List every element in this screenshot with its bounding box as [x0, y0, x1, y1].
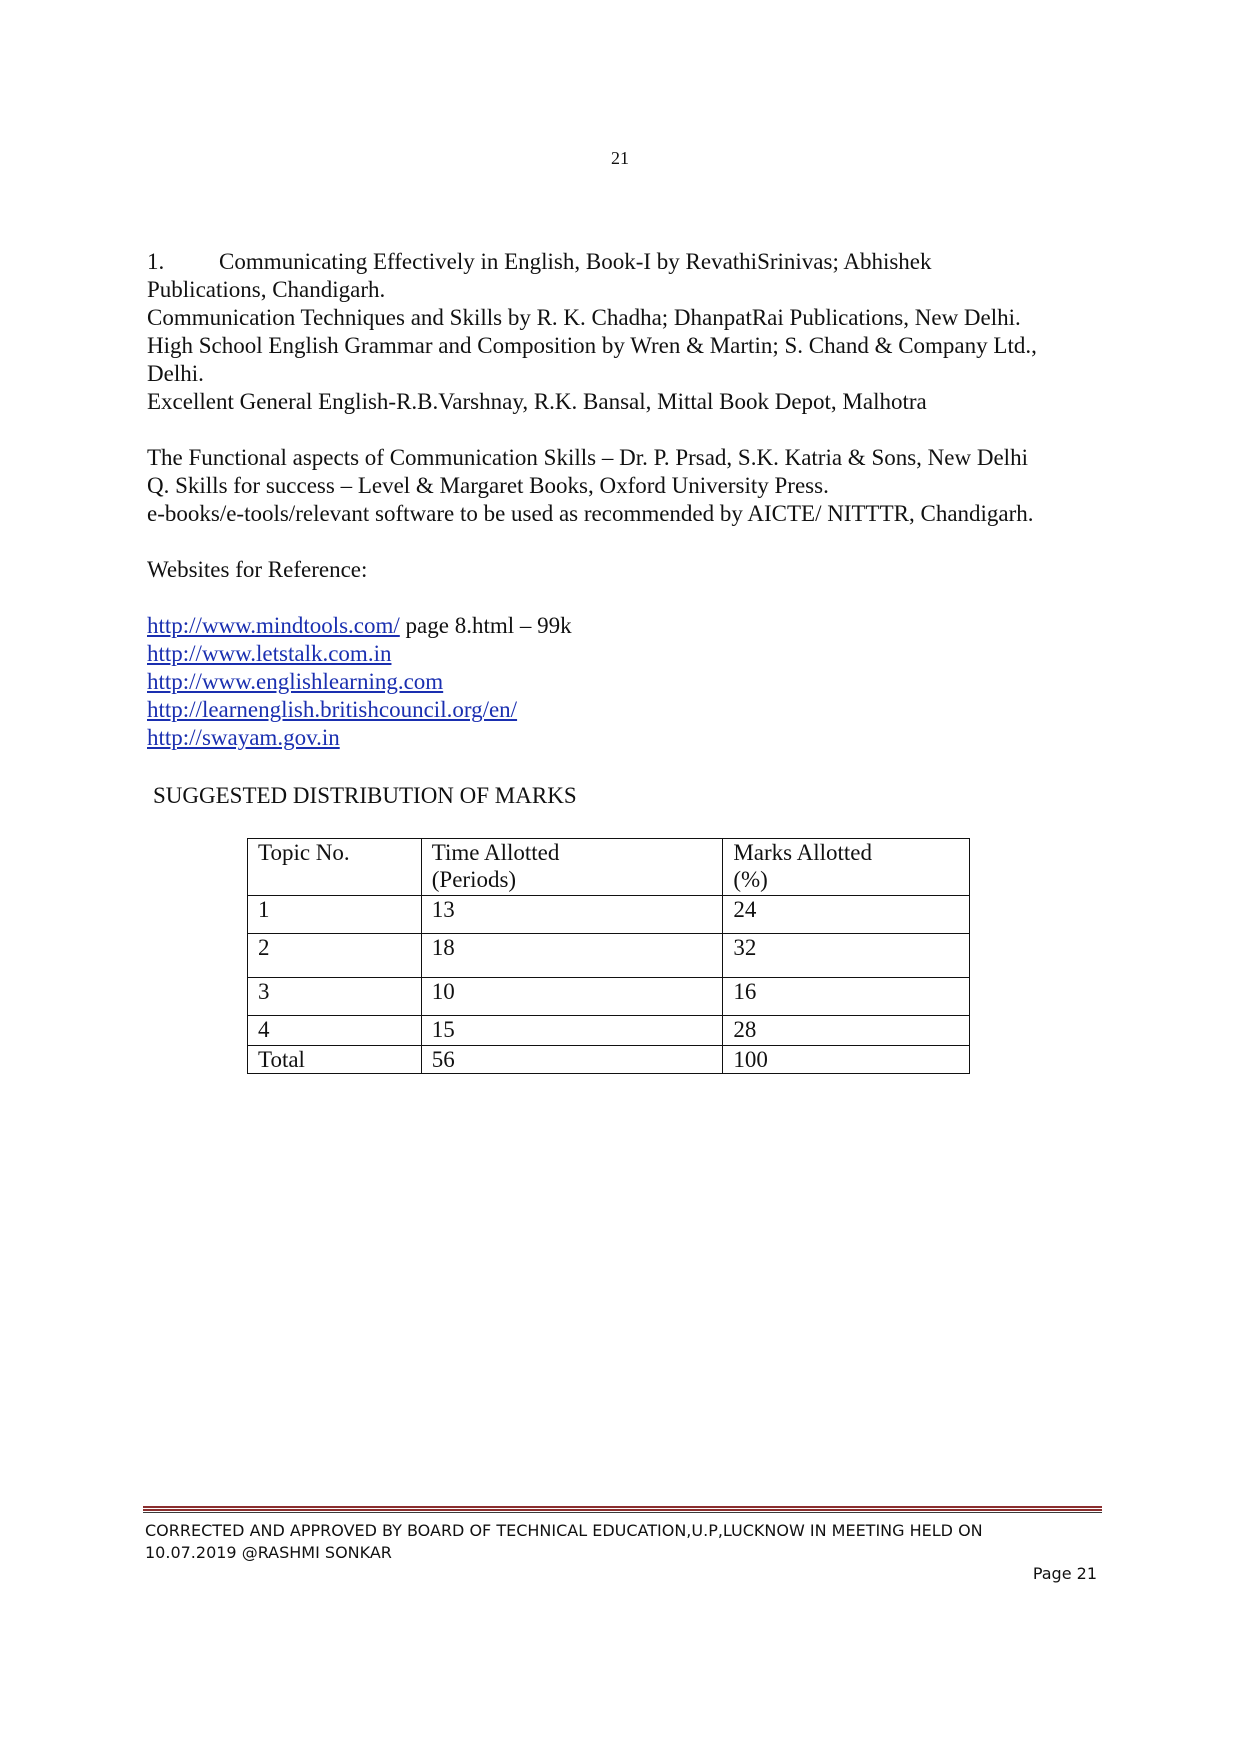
- table-cell-marks: 100: [723, 1046, 970, 1074]
- table-cell-time: 15: [421, 1016, 723, 1046]
- book-item-3a: High School English Grammar and Composition by Wren & Martin; S. Chand & Company Ltd.,: [147, 333, 1037, 358]
- header-time-allotted: Time Allotted (Periods): [421, 839, 723, 896]
- footer-page-number: Page 21: [1032, 1564, 1097, 1583]
- website-link-britishcouncil[interactable]: http://learnenglish.britishcouncil.org/en/: [147, 697, 518, 722]
- book-item-1: [147, 248, 1107, 276]
- table-cell-topic: 3: [248, 978, 422, 1016]
- website-item-2: [147, 640, 1107, 668]
- book-item-6: Q. Skills for success – Level & Margaret Books, Oxford University Press.: [147, 473, 829, 498]
- table-cell-marks: 28: [723, 1016, 970, 1046]
- table-cell-marks: 32: [723, 934, 970, 978]
- table-cell-topic: Total: [248, 1046, 422, 1074]
- table-total-row: [248, 1046, 970, 1074]
- table-row: [248, 934, 970, 978]
- header-marks-allotted: Marks Allotted (%): [723, 839, 970, 896]
- website-item-3: [147, 668, 1107, 696]
- table-cell-topic: 4: [248, 1016, 422, 1046]
- book-item-1-number: 1.: [147, 249, 165, 274]
- book-item-2: Communication Techniques and Skills by R. K. Chadha; DhanpatRai Publications, New Delhi.: [147, 305, 1021, 330]
- table-cell-time: 56: [421, 1046, 723, 1074]
- footer-line-2: 10.07.2019 @RASHMI SONKAR: [145, 1543, 392, 1562]
- websites-list: [147, 612, 1107, 752]
- book-item-4: Excellent General English-R.B.Varshnay, R.K. Bansal, Mittal Book Depot, Malhotra: [147, 389, 927, 414]
- page-number-top: 21: [611, 148, 629, 168]
- header-topic-no: Topic No.: [248, 839, 422, 896]
- table-row: [248, 1016, 970, 1046]
- table-cell-marks: 16: [723, 978, 970, 1016]
- book-item-3b: Delhi.: [147, 361, 204, 386]
- table-row: [248, 896, 970, 934]
- book-item-1-cont: Publications, Chandigarh.: [147, 277, 386, 302]
- table-cell-topic: 2: [248, 934, 422, 978]
- book-item-5: The Functional aspects of Communication Skills – Dr. P. Prsad, S.K. Katria & Sons, New Delhi: [147, 445, 1028, 470]
- footer-divider: [143, 1506, 1102, 1514]
- footer-approval-note: [145, 1520, 1105, 1564]
- marks-distribution-table: [247, 838, 970, 1074]
- books-list: [147, 248, 1107, 416]
- table-cell-time: 10: [421, 978, 723, 1016]
- table-cell-time: 13: [421, 896, 723, 934]
- table-header-row: [248, 839, 970, 896]
- distribution-heading: SUGGESTED DISTRIBUTION OF MARKS: [153, 783, 577, 808]
- website-link-mindtools[interactable]: http://www.mindtools.com/: [147, 613, 400, 638]
- websites-heading: Websites for Reference:: [147, 557, 368, 582]
- more-books-list: [147, 444, 1107, 528]
- book-item-7: e-books/e-tools/relevant software to be used as recommended by AICTE/ NITTTR, Chandigarh.: [147, 501, 1034, 526]
- table-cell-time: 18: [421, 934, 723, 978]
- book-item-1-text: Communicating Effectively in English, Book-I by RevathiSrinivas; Abhishek: [219, 249, 932, 274]
- website-item-4: [147, 696, 1107, 724]
- table-cell-topic: 1: [248, 896, 422, 934]
- website-item-1: [147, 612, 1107, 640]
- website-link-1-suffix: page 8.html – 99k: [399, 613, 572, 638]
- table-cell-marks: 24: [723, 896, 970, 934]
- header-marks-unit: (%): [733, 867, 768, 892]
- website-item-5: [147, 724, 1107, 752]
- website-link-swayam[interactable]: http://swayam.gov.in: [147, 725, 340, 750]
- footer-line-1: CORRECTED AND APPROVED BY BOARD OF TECHNICAL EDUCATION,U.P,LUCKNOW IN MEETING HELD ON: [145, 1521, 983, 1540]
- table-row: [248, 978, 970, 1016]
- website-link-englishlearning[interactable]: http://www.englishlearning.com: [147, 669, 444, 694]
- header-time-unit: (Periods): [431, 867, 517, 892]
- website-link-letstalk[interactable]: http://www.letstalk.com.in: [147, 641, 392, 666]
